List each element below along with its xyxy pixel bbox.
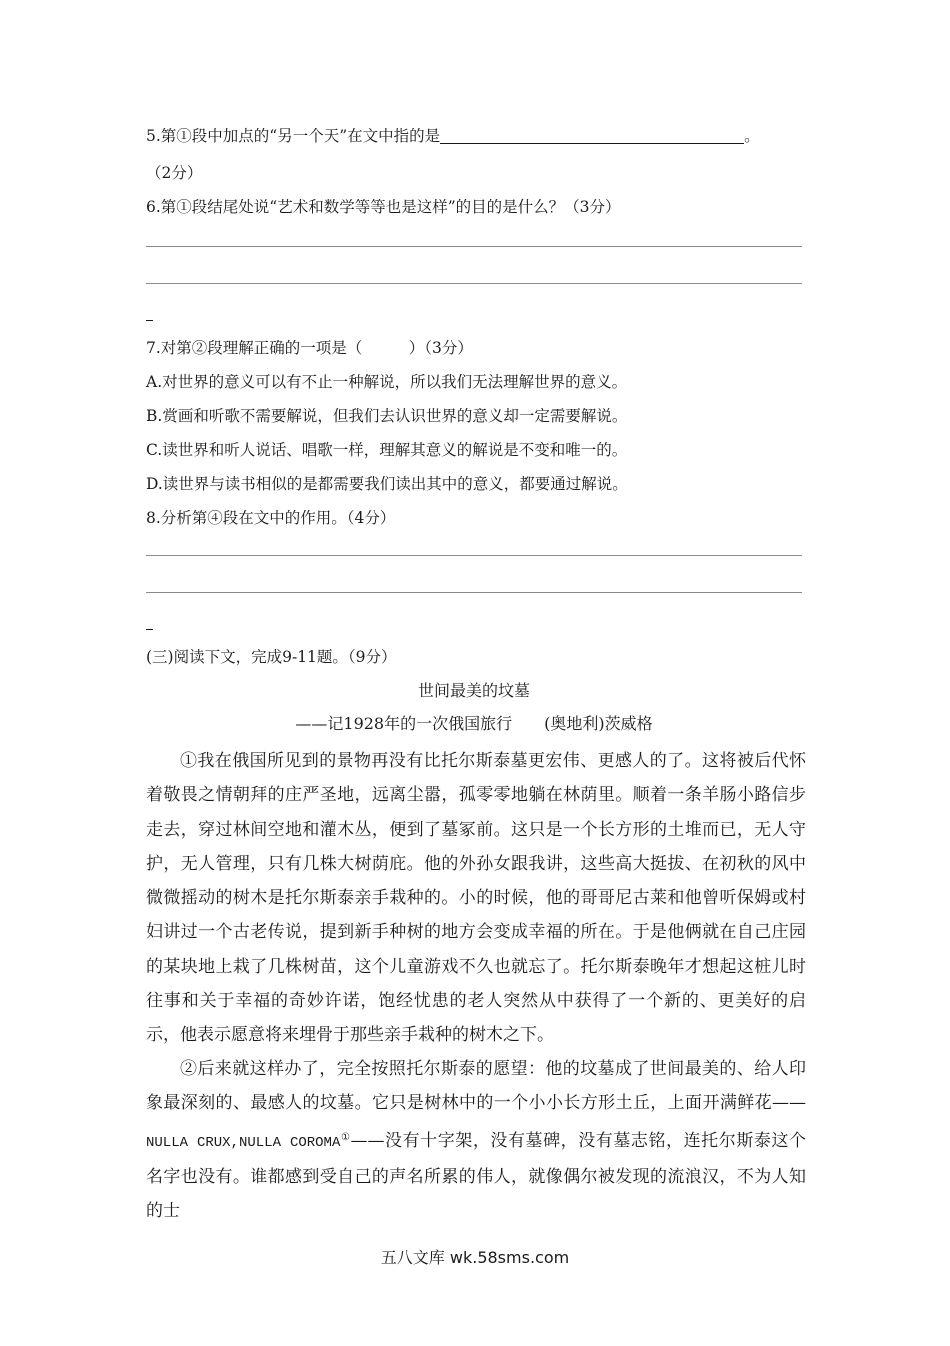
footer-watermark: 五八文库 wk.58sms.com <box>380 1248 570 1267</box>
answer-line-8b[interactable] <box>146 592 802 593</box>
option-b: B.赏画和听歌不需要解说，但我们去认识世界的意义却一定需要解说。 <box>146 407 628 425</box>
paragraph-2 <box>146 1052 806 1228</box>
question-8: 8.分析第④段在文中的作用。（4分） <box>146 509 396 527</box>
article-subtitle: ——记1928年的一次俄国旅行 (奥地利)茨威格 <box>295 714 653 733</box>
answer-line-6b[interactable] <box>146 283 802 284</box>
answer-dash-8 <box>146 629 153 630</box>
paragraph-2-part-a: ②后来就这样办了，完全按照托尔斯泰的愿望：他的坟墓成了世间最美的、给人印象最深刻的、最感人的坟墓。它只是树林中的一个小小长方形土丘，上面开满鲜花—— <box>146 1059 806 1114</box>
question-7: 7.对第②段理解正确的一项是（ ）（3分） <box>146 339 473 357</box>
question-6: 6.第①段结尾处说“艺术和数学等等也是这样”的目的是什么？（3分） <box>146 198 621 216</box>
section-heading: (三)阅读下文，完成9-11题。（9分） <box>146 648 397 666</box>
latin-phrase: NULLA CRUX,NULLA COROMA <box>146 1134 341 1151</box>
answer-blank-5[interactable] <box>440 127 744 144</box>
paragraph-1: ①我在俄国所见到的景物再没有比托尔斯泰墓更宏伟、更感人的了。这将被后代怀着敬畏之情朝拜的庄严圣地，远离尘嚣，孤零零地躺在林荫里。顺着一条羊肠小路信步走去，穿过林间空地和灌木丛，便到了墓冢前。这只是一个长方形的土堆而已，无人守护，无人管理，只有几株大树荫庇。他的外孙女跟我讲，这些高大挺拔、在初秋的风中微微摇动的树木是托尔斯泰亲手栽种的。小的时候，他的哥哥尼古莱和他曾听保姆或村妇讲过一个古老传说，提到新手种树的地方会变成幸福的所在。于是他俩就在自己庄园的某块地上栽了几株树苗，这个儿童游戏不久也就忘了。托尔斯泰晚年才想起这桩儿时往事和关于幸福的奇妙许诺，饱经忧患的老人突然从中获得了一个新的、更美好的启示，他表示愿意将来埋骨于那些亲手栽种的树木之下。 <box>146 751 806 1046</box>
paragraph-2-part-b: ——没有十字架，没有墓碑，没有墓志铭，连托尔斯泰这个名字也没有。谁都感到受自己的声名所累的伟人，就像偶尔被发现的流浪汉，不为人知的士 <box>146 1130 807 1222</box>
question-5-end: 。 <box>744 127 760 145</box>
question-5-score: （2分） <box>146 164 203 182</box>
option-c: C.读世界和听人说话、唱歌一样，理解其意义的解说是不变和唯一的。 <box>146 441 628 459</box>
answer-line-6a[interactable] <box>146 246 802 247</box>
option-a: A.对世界的意义可以有不止一种解说，所以我们无法理解世界的意义。 <box>146 373 628 391</box>
article-title: 世间最美的坟墓 <box>417 681 530 700</box>
answer-dash-6 <box>146 320 153 321</box>
question-5 <box>146 126 760 146</box>
answer-line-8a[interactable] <box>146 555 802 556</box>
footnote-marker: ① <box>340 1131 351 1143</box>
option-d: D.读世界与读书相似的是都需要我们读出其中的意义，都要通过解说。 <box>146 475 628 493</box>
question-5-text: 5.第①段中加点的“另一个天”在文中指的是 <box>146 127 441 145</box>
